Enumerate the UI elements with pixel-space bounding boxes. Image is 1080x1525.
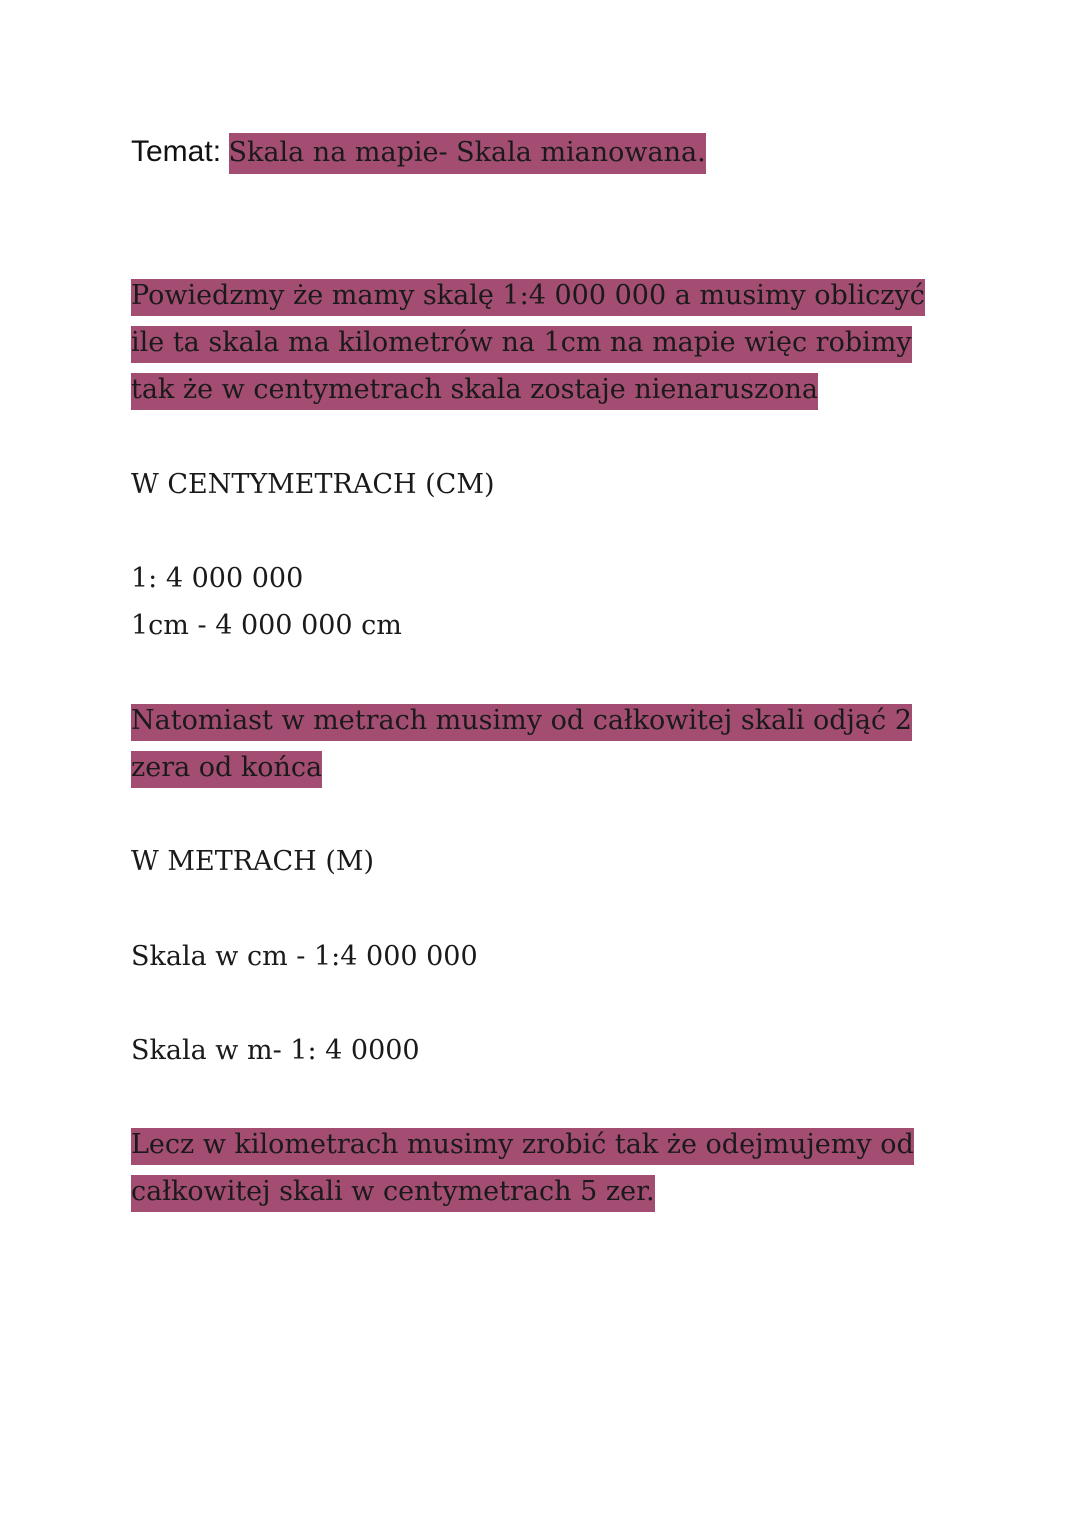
intro-paragraph xyxy=(131,272,951,413)
meters-paragraph-text: Natomiast w metrach musimy od całkowitej skali odjąć 2 zera od końca xyxy=(131,704,912,788)
kilometers-paragraph-text: Lecz w kilometrach musimy zrobić tak że odejmujemy od całkowitej skali w centymetrach 5 zer. xyxy=(131,1128,914,1212)
conversion-value: 1cm - 4 000 000 cm xyxy=(131,610,402,641)
meters-paragraph xyxy=(131,697,951,791)
kilometers-paragraph xyxy=(131,1121,951,1215)
intro-paragraph-text: Powiedzmy że mamy skalę 1:4 000 000 a musimy obliczyć ile ta skala ma kilometrów na 1cm na mapie więc robimy tak że w centymetrach skala zostaje nienaruszona xyxy=(131,279,925,410)
topic-line xyxy=(131,130,706,175)
scale-cm-line: Skala w cm - 1:4 000 000 xyxy=(131,941,478,972)
heading-meters: W METRACH (M) xyxy=(131,846,375,877)
topic-label: Temat: xyxy=(131,135,222,168)
scale-value: 1: 4 000 000 xyxy=(131,563,304,594)
scale-m-line: Skala w m- 1: 4 0000 xyxy=(131,1035,420,1066)
heading-centimeters: W CENTYMETRACH (CM) xyxy=(131,469,495,500)
topic-title: Skala na mapie- Skala mianowana. xyxy=(229,133,706,174)
